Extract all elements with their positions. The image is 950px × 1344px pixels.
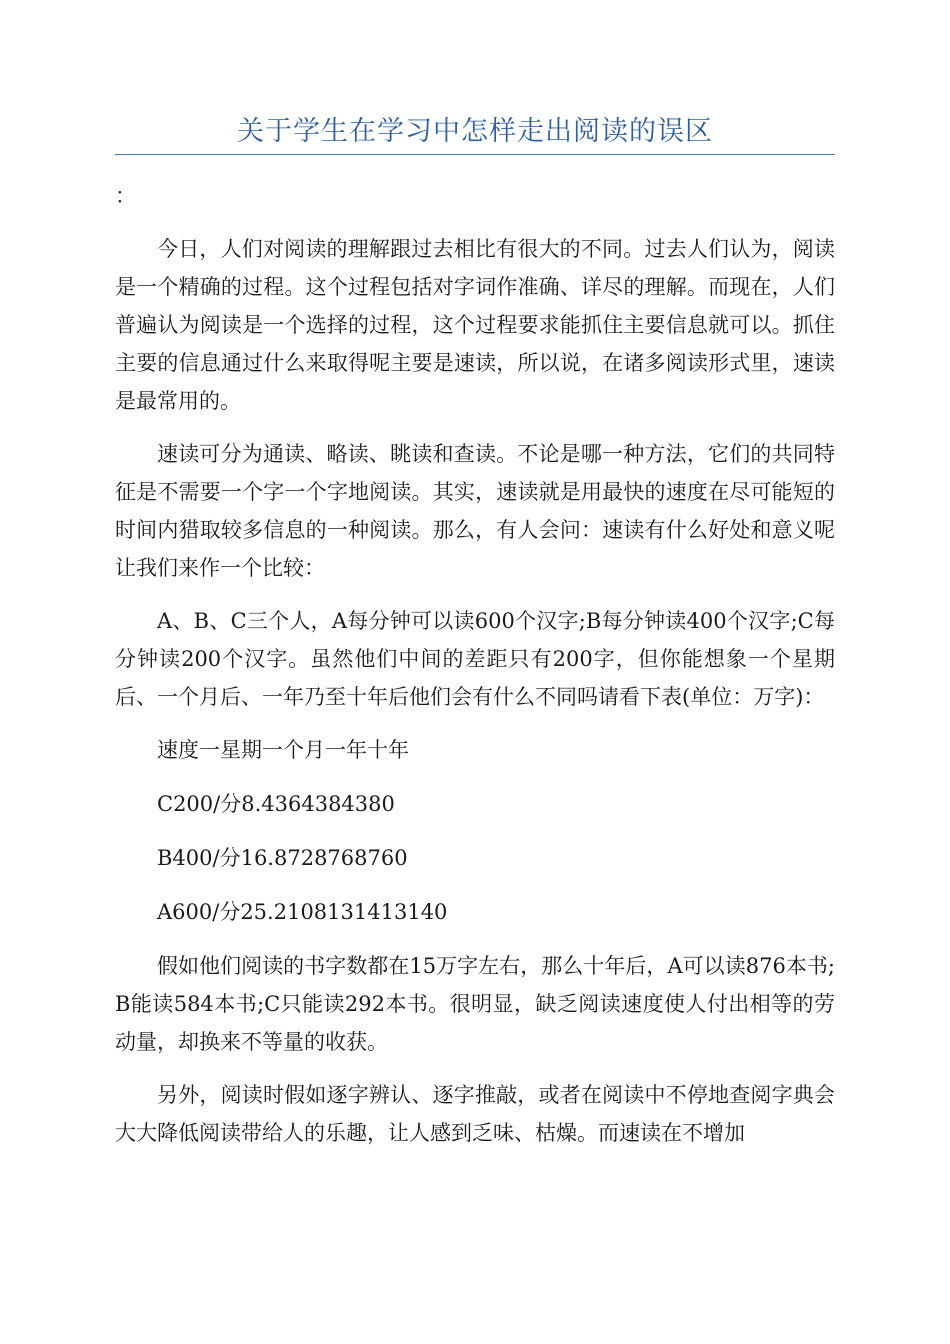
paragraph-5: 另外，阅读时假如逐字辨认、逐字推敲，或者在阅读中不停地查阅字典会大大降低阅读带给人的乐趣，让人感到乏味、枯燥。而速读在不增加 — [115, 1083, 835, 1145]
table-line-b: B400/分16.8728768760 — [157, 846, 408, 870]
table-line-c: C200/分8.4364384380 — [157, 792, 395, 816]
title-underline — [115, 154, 835, 155]
document-body — [115, 230, 835, 1167]
document-title: 关于学生在学习中怎样走出阅读的误区 — [237, 116, 713, 147]
paragraph-1: 今日，人们对阅读的理解跟过去相比有很大的不同。过去人们认为，阅读是一个精确的过程。这个过程包括对字词作准确、详尽的理解。而现在，人们普遍认为阅读是一个选择的过程，这个过程要求能抓住主要信息就可以。抓住主要的信息通过什么来取得呢主要是速读，所以说，在诸多阅读形式里，速读是最常用的。 — [115, 237, 835, 413]
paragraph-4: 假如他们阅读的书字数都在15万字左右，那么十年后，A可以读876本书;B能读584本书;C只能读292本书。很明显，缺乏阅读速度使人付出相等的劳动量，却换来不等量的收获。 — [115, 954, 835, 1054]
table-line-a: A600/分25.2108131413140 — [157, 900, 448, 924]
leading-colon: ： — [115, 184, 136, 208]
paragraph-2: 速读可分为通读、略读、眺读和查读。不论是哪一种方法，它们的共同特征是不需要一个字一个字地阅读。其实，速读就是用最快的速度在尽可能短的时间内猎取较多信息的一种阅读。那么，有人会问：速读有什么好处和意义呢让我们来作一个比较： — [115, 442, 835, 580]
table-line-header: 速度一星期一个月一年十年 — [157, 738, 409, 762]
paragraph-3: A、B、C三个人，A每分钟可以读600个汉字;B每分钟读400个汉字;C每分钟读200个汉字。虽然他们中间的差距只有200字，但你能想象一个星期后、一个月后、一年乃至十年后他们会有什么不同吗请看下表(单位：万字)： — [115, 609, 835, 709]
